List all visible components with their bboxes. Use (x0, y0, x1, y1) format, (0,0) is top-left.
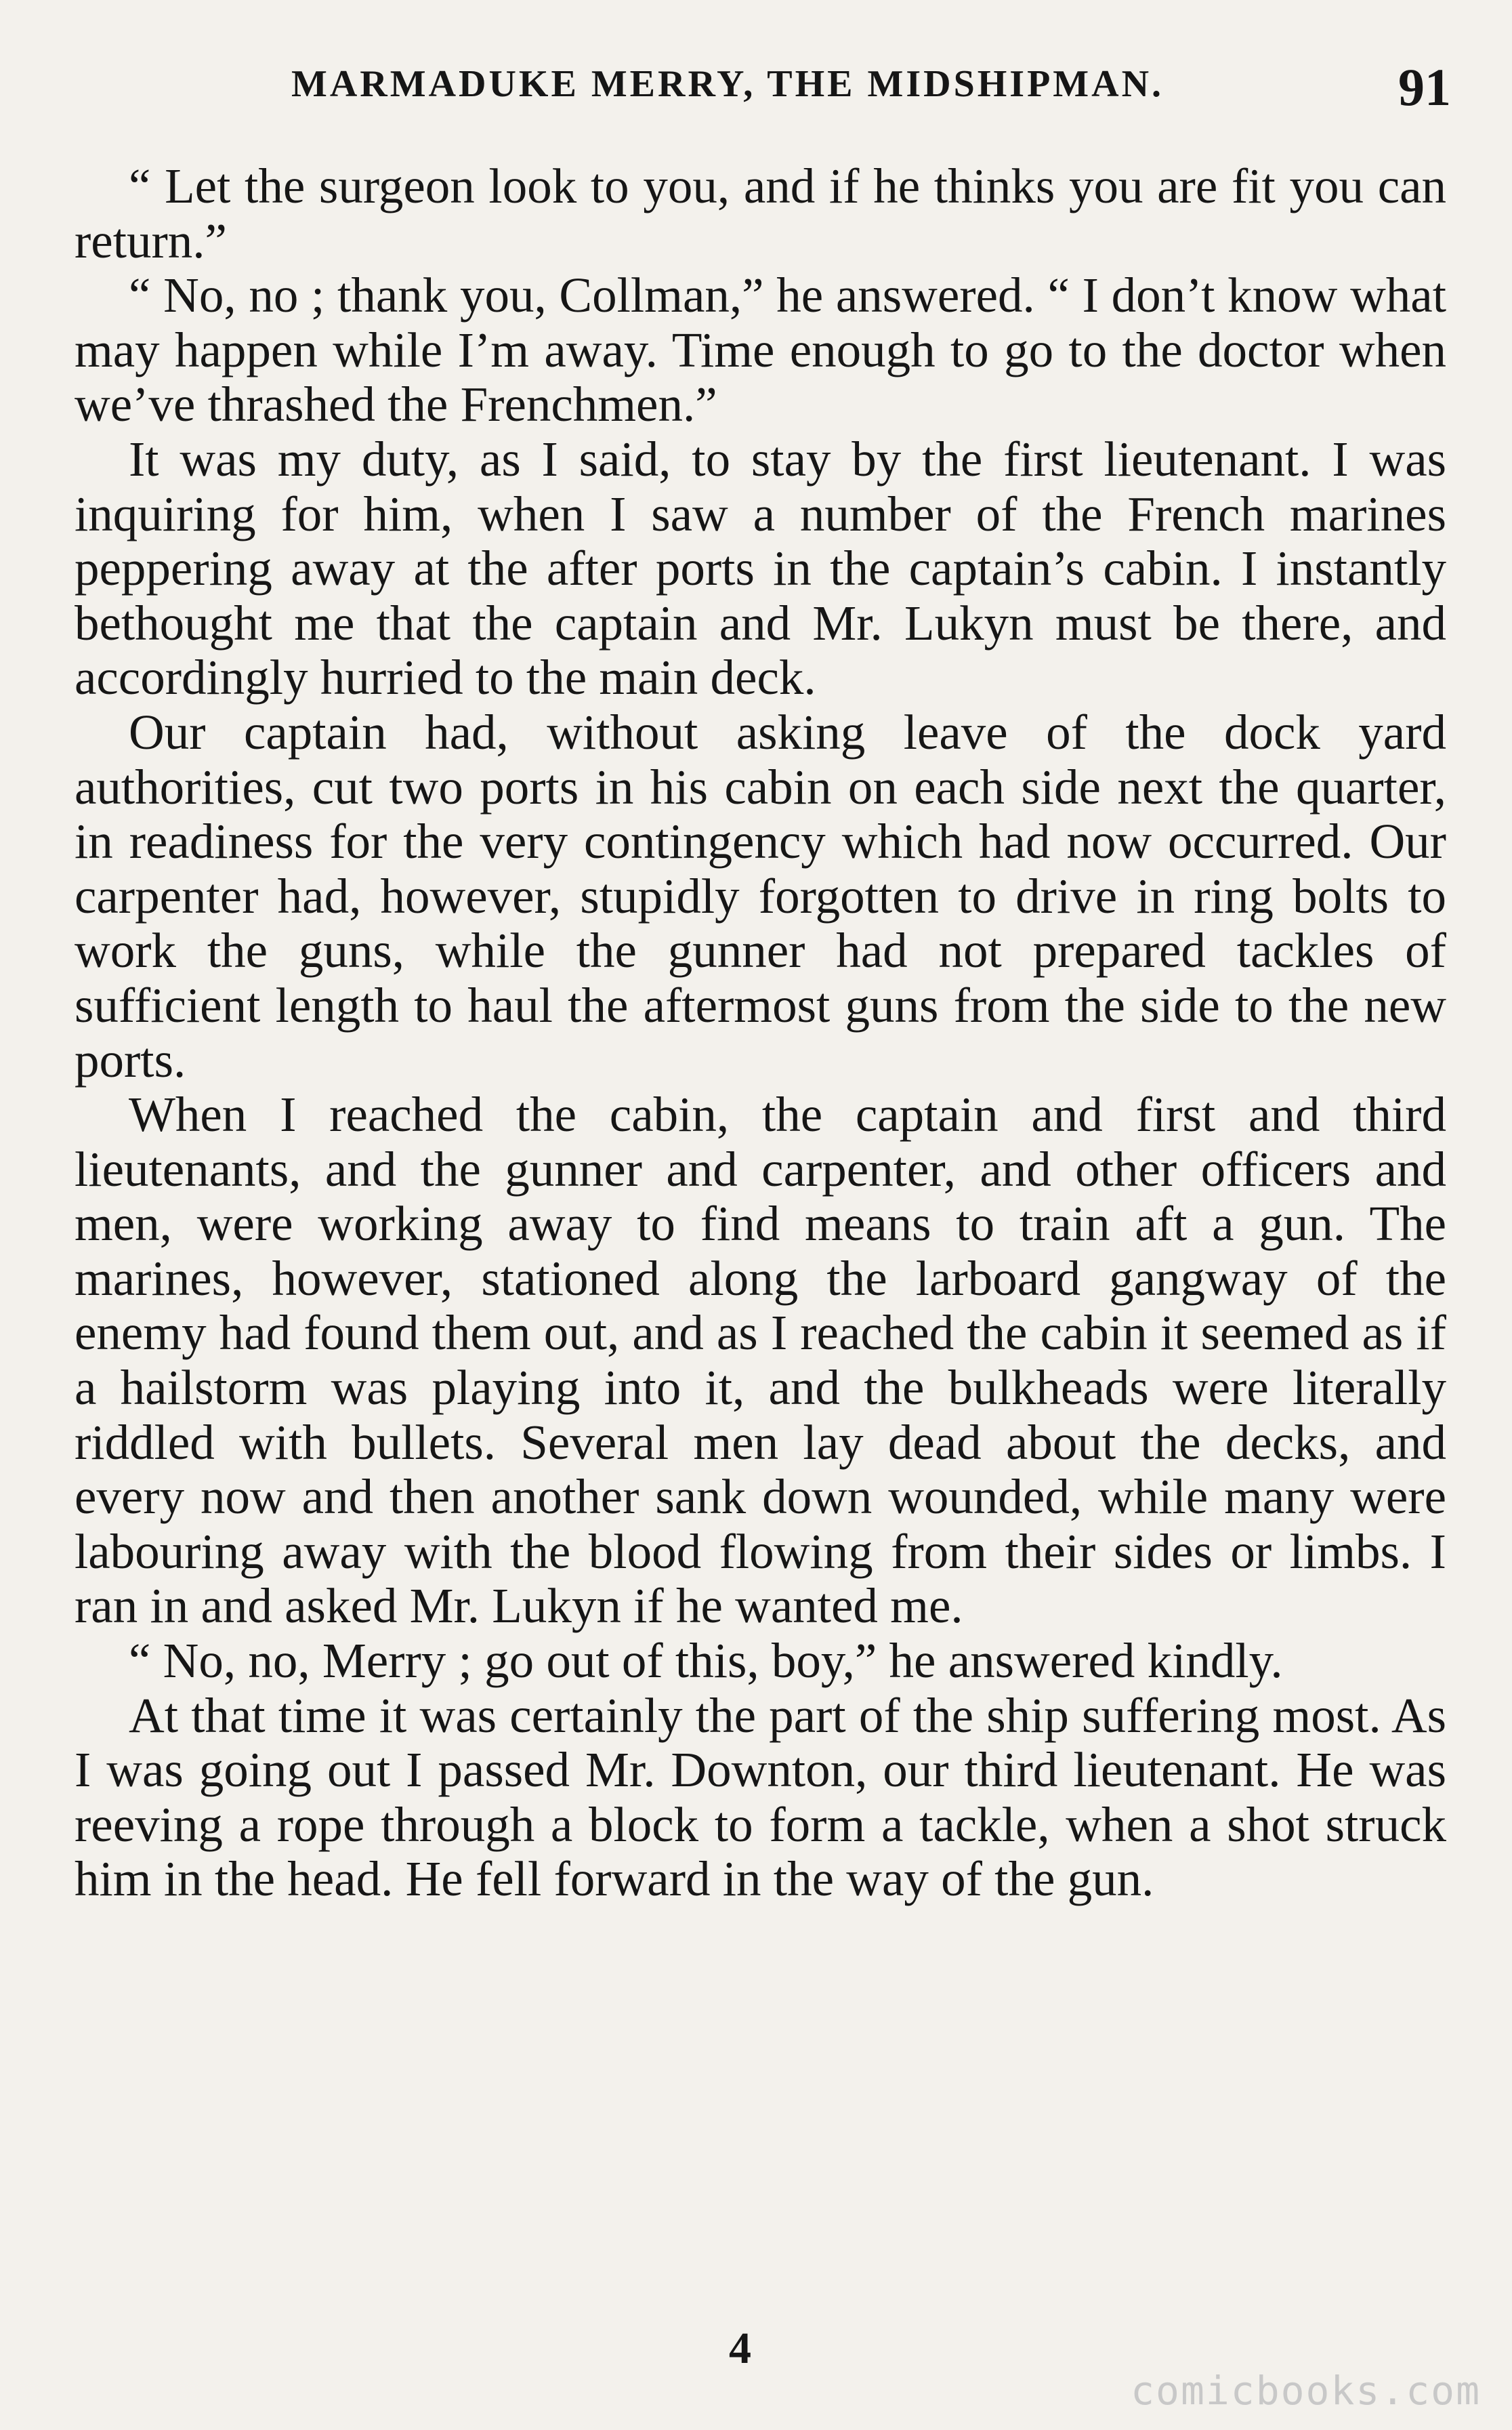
body-text (75, 159, 1446, 1907)
signature-mark: 4 (729, 2324, 751, 2373)
paragraph: Our captain had, without asking leave of the dock yard authorities, cut two ports in his cabin on each side next the quarter, in readiness for the very contingency which had now occurred. Our carpenter had, however, stupidly forgotten to drive in ring bolts to work the guns, while the gunner had not prepared tackles of sufficient length to haul the aftermost guns from the side to the new ports. (75, 704, 1446, 1088)
running-title: MARMADUKE MERRY, THE MIDSHIPMAN. (291, 63, 1164, 105)
page-number: 91 (1398, 58, 1451, 117)
paragraph: At that time it was certainly the part of the ship suffering most. As I was going out I passed Mr. Downton, our third lieutenant. He was reeving a rope through a block to form a tackle, when a shot struck him in the head. He fell forward in the way of the gun. (75, 1687, 1446, 1907)
paragraph: “ No, no ; thank you, Collman,” he answered. “ I don’t know what may happen while I’m away. Time enough to go to the doctor when we’ve thrashed the Frenchmen.” (75, 268, 1446, 432)
watermark: comicbooks.com (1131, 2368, 1481, 2414)
paragraph: “ No, no, Merry ; go out of this, boy,” he answered kindly. (129, 1633, 1283, 1689)
paragraph: It was my duty, as I said, to stay by the first lieutenant. I was inquiring for him, when I saw a number of the French marines peppering away at the after ports in the captain’s cabin. I instantly bethought me that the captain and Mr. Lukyn must be there, and accordingly hurried to the main deck. (75, 431, 1446, 705)
paragraph: “ Let the surgeon look to you, and if he thinks you are fit you can return.” (75, 159, 1446, 268)
paragraph: When I reached the cabin, the captain and first and third lieutenants, and the gunner and carpenter, and other officers and men, were working away to find means to train aft a gun. The marines, however, stationed along the larboard gangway of the enemy had found them out, and as I reached the cabin it seemed as if a hailstorm was playing into it, and the bulkheads were literally riddled with bullets. Several men lay dead about the decks, and every now and then another sank down wounded, while many were labouring away with the blood flowing from their sides or limbs. I ran in and asked Mr. Lukyn if he wanted me. (75, 1087, 1446, 1634)
